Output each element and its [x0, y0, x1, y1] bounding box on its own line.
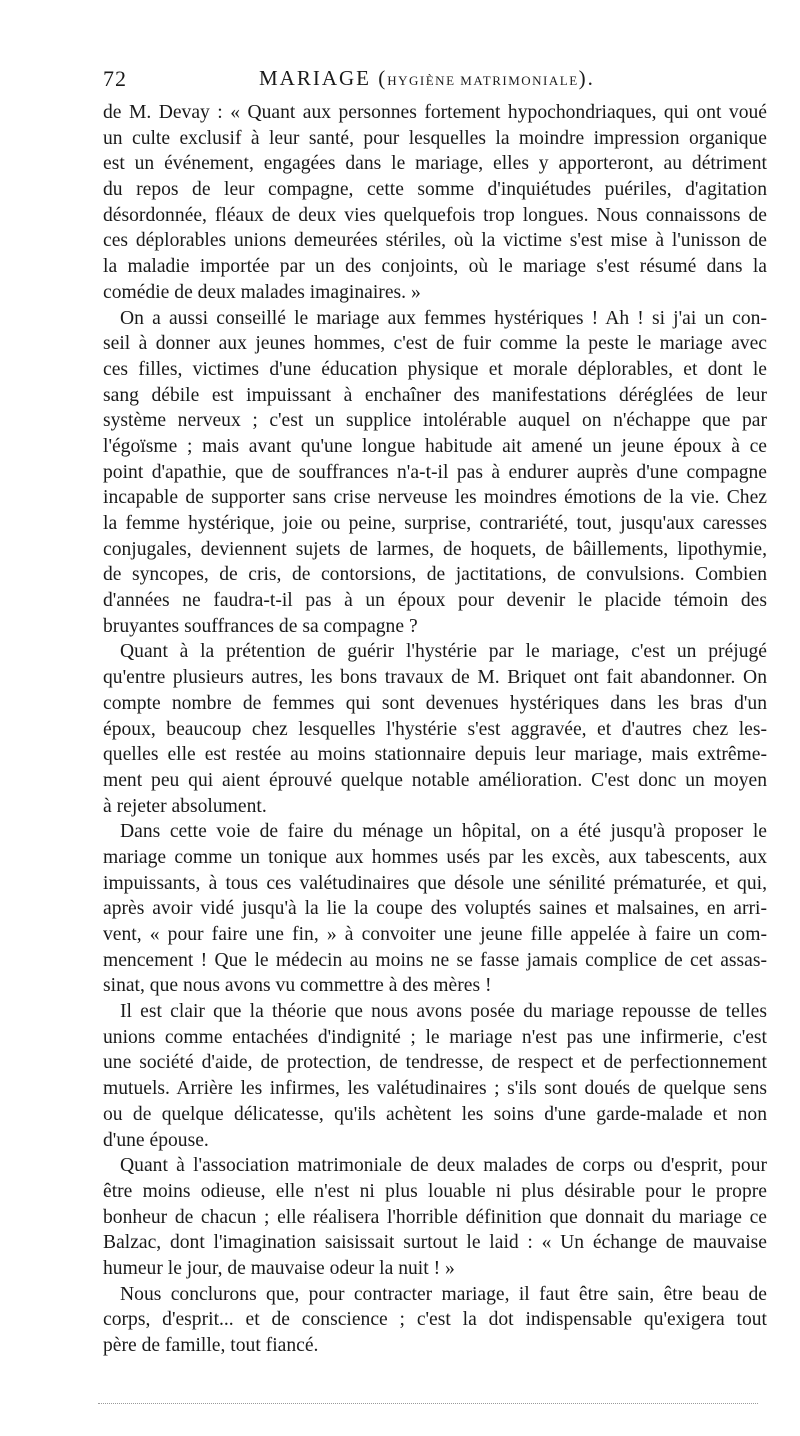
text-line: bonheur de chacun ; elle réalisera l'horrible définition que donnait du mariage ce: [103, 1206, 767, 1228]
text-line: une société d'aide, de protection, de tendresse, de respect et de perfectionnement: [103, 1052, 767, 1074]
text-line: sang débile est impuissant à enchaîner des manifestations déréglées de leur: [103, 384, 767, 406]
text-line: Nous conclurons que, pour contracter mariage, il faut être sain, être beau de: [120, 1283, 767, 1305]
text-line: humeur le jour, de mauvaise odeur la nuit ! »: [103, 1257, 455, 1279]
text-line: mencement ! Que le médecin au moins ne se fasse jamais complice de cet assas-: [103, 949, 767, 971]
footer-rule: [98, 1403, 758, 1404]
text-line: Quant à l'association matrimoniale de deux malades de corps ou d'esprit, pour: [120, 1155, 767, 1177]
text-line: bruyantes souffrances de sa compagne ?: [103, 615, 418, 637]
text-line: ou de quelque délicatesse, qu'ils achètent les soins d'une garde-malade et non: [103, 1103, 767, 1125]
body-text: [103, 100, 767, 1359]
text-line: unions comme entachées d'indignité ; le mariage n'est pas une infirmerie, c'est: [103, 1026, 767, 1048]
text-line: corps, d'esprit... et de conscience ; c'est la dot indispensable qu'exigera tout: [103, 1309, 767, 1331]
text-line: Quant à la prétention de guérir l'hystérie par le mariage, c'est un préjugé: [120, 641, 767, 663]
running-title-subtitle: HYGIÈNE MATRIMONIALE: [387, 73, 579, 88]
running-title-main: MARIAGE (: [259, 66, 388, 90]
text-line: ment peu qui aient éprouvé quelque notable amélioration. C'est donc un moyen: [103, 769, 767, 791]
text-line: époux, beaucoup chez lesquelles l'hystérie s'est aggravée, et d'autres chez les-: [103, 718, 767, 740]
text-line: de syncopes, de cris, de contorsions, de jactitations, de convulsions. Combien: [103, 564, 767, 586]
text-line: la maladie importée par un des conjoints, où le mariage s'est résumé dans la: [103, 256, 767, 278]
text-line: conjugales, deviennent sujets de larmes, de hoquets, de bâillements, lipothymie,: [103, 538, 767, 560]
text-line: comédie de deux malades imaginaires. »: [103, 281, 421, 303]
text-line: un culte exclusif à leur santé, pour lesquelles la moindre impression organique: [103, 127, 767, 149]
text-line: On a aussi conseillé le mariage aux femmes hystériques ! Ah ! si j'ai un con-: [120, 307, 767, 329]
text-line: ces filles, victimes d'une éducation physique et morale déplorables, et dont le: [103, 358, 767, 380]
running-title-close: ).: [578, 66, 595, 90]
text-line: est un événement, engagées dans le mariage, elles y apporteront, au détriment: [103, 153, 767, 175]
text-line: d'années ne faudra-t-il pas à un époux pour devenir le placide témoin des: [103, 590, 767, 612]
text-line: seil à donner aux jeunes hommes, c'est de fuir comme la peste le mariage avec: [103, 333, 767, 355]
text-line: à rejeter absolument.: [103, 795, 267, 817]
page-number: 72: [103, 66, 127, 91]
text-line: de M. Devay : « Quant aux personnes fortement hypochondriaques, qui ont voué: [103, 102, 767, 123]
text-line: incapable de supporter sans crise nerveuse les moindres émotions de la vie. Chez: [103, 487, 767, 509]
text-line: d'une épouse.: [103, 1129, 209, 1151]
text-line: système nerveux ; c'est un supplice intolérable auquel on n'échappe que par: [103, 410, 767, 432]
text-line: vent, « pour faire une fin, » à convoiter une jeune fille appelée à faire un com-: [103, 924, 767, 945]
text-line: après avoir vidé jusqu'à la lie la coupe des voluptés saines et malsaines, en arri-: [103, 898, 767, 920]
text-line: point d'apathie, que de souffrances n'a-t-il pas à endurer auprès d'une compagne: [103, 461, 767, 483]
text-line: Il est clair que la théorie que nous avons posée du mariage repousse de telles: [120, 1001, 767, 1023]
text-line: quelles elle est restée au moins stationnaire depuis leur mariage, mais extrême-: [103, 744, 767, 766]
text-line: impuissants, à tous ces valétudinaires que désole une sénilité prématurée, et qui,: [103, 872, 767, 894]
running-header: [103, 66, 763, 94]
text-line: père de famille, tout fiancé.: [103, 1335, 319, 1356]
text-line: ces déplorables unions demeurées stériles, où la victime s'est mise à l'unisson de: [103, 230, 767, 252]
text-line: Dans cette voie de faire du ménage un hôpital, on a été jusqu'à proposer le: [120, 821, 767, 843]
text-line: mariage comme un tonique aux hommes usés par les excès, aux tabescents, aux: [103, 846, 767, 868]
text-line: du repos de leur compagne, cette somme d'inquiétudes puériles, d'agitation: [103, 179, 767, 201]
text-line: être moins odieuse, elle n'est ni plus louable ni plus désirable pour le propre: [103, 1180, 767, 1202]
running-title: [259, 66, 595, 91]
text-line: la femme hystérique, joie ou peine, surprise, contrariété, tout, jusqu'aux caresses: [103, 513, 767, 534]
text-line: compte nombre de femmes qui sont devenues hystériques dans les bras d'un: [103, 692, 767, 714]
text-line: désordonnée, fléaux de deux vies quelquefois trop longues. Nous connaissons de: [103, 204, 767, 226]
text-line: l'égoïsme ; mais avant qu'une longue habitude ait amené un jeune époux à ce: [103, 435, 767, 457]
text-line: mutuels. Arrière les infirmes, les valétudinaires ; s'ils sont doués de quelque sens: [103, 1078, 767, 1100]
text-line: qu'entre plusieurs autres, les bons travaux de M. Briquet ont fait abandonner. On: [103, 667, 767, 689]
text-line: sinat, que nous avons vu commettre à des mères !: [103, 975, 492, 997]
text-line: Balzac, dont l'imagination saisissait surtout le laid : « Un échange de mauvaise: [103, 1232, 767, 1254]
